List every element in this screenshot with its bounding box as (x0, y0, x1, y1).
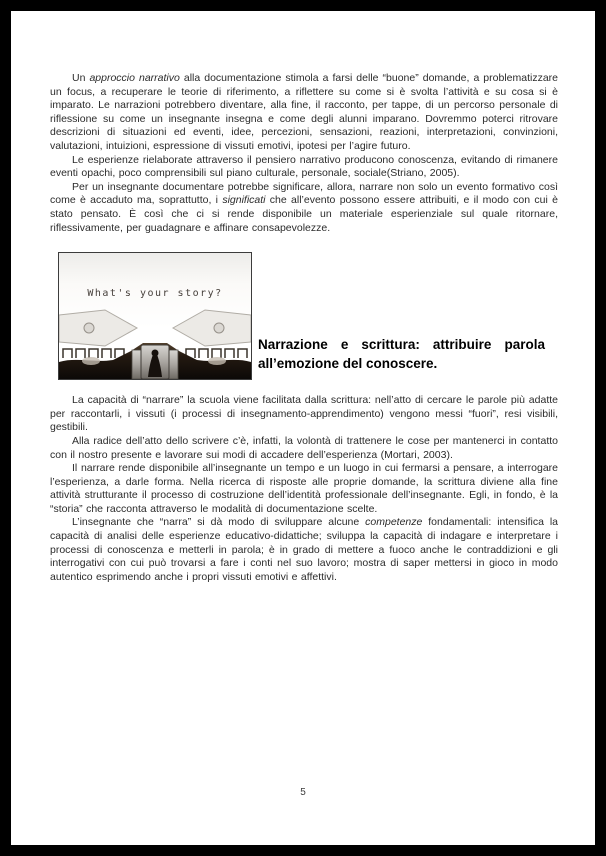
type-guide-post-left-icon (132, 350, 141, 379)
typewriter-photo (58, 252, 252, 380)
body-paragraph: Per un insegnante documentare potrebbe significare, allora, narrare non solo un evento formativo così come è accaduto ma, soprattutto, i significati che all’evento possono essere attribuiti, e il modo con cui è stato pensato. È così che ci si rende disponibile un materiale esperienziale sul quale ritornare, riflessivamente, per guadagnare e affinare consapevolezze. (50, 180, 558, 234)
type-guide-post-right-icon (169, 350, 178, 379)
typewriter-illustration (59, 253, 251, 379)
guide-screw-right-icon (214, 323, 224, 333)
page-content (50, 72, 558, 584)
body-paragraph: Un approccio narrativo alla documentazione stimola a farsi delle “buone” domande, a problematizzare un focus, a recuperare le teorie di riferimento, a riflettere su come si è svolta l’attività e su cosa si è imparato. Le narrazioni potrebbero diventare, alla fine, il racconto, per tappe, di un percorso personale di riflessione su come un insegnante insegna e come degli alunni imparano. Dovremmo poterci ritrovare descrizioni di situazioni ed eventi, idee, percezioni, sensazioni, reazioni, interpretazioni, convinzioni, valutazioni, intuizioni, espressione di vissuti emotivi, ipotesi per l’agire futuro. (50, 72, 559, 152)
section-heading: Narrazione e scrittura: attribuire parola all’emozione del conoscere. (258, 337, 545, 371)
carriage-knob-right-icon (208, 357, 226, 365)
guide-screw-left-icon (84, 323, 94, 333)
body-paragraph: Le esperienze rielaborate attraverso il pensiero narrativo producono conoscenza, evitando di rimanere eventi opachi, poco comprensibili sul piano culturale, personale, sociale(Striano, 2005). (50, 153, 558, 180)
body-paragraph: L’insegnante che “narra” si dà modo di sviluppare alcune competenze fondamentali: intensifica la capacità di analisi delle esperienze educativo-didattiche; sviluppa la capacità di indagare e interpretare i processi di conoscenza e metterli in parola; è in grado di mettere a fuoco anche le contraddizioni e gli interrogativi con cui può trovarsi a fare i conti nel suo lavoro; mostra di saper mettersi in gioco in modo autentico esprimendo anche i propri vissuti emotivi e affettivi. (50, 516, 558, 583)
document-page (11, 11, 595, 845)
body-paragraph: Il narrare rende disponibile all’insegnante un tempo e un luogo in cui fermarsi a pensare, a interrogare l’esperienza, a darle forma. Nella ricerca di risposte alle proprie domande, la scrittura diviene alla fine attività strutturante il processo di costruzione dell’identità professionale dell’insegnante. Egli, in fondo, è la “storia” che racconta attraverso le modalità di documentazione scelte. (50, 462, 558, 515)
body-paragraph: Alla radice dell’atto dello scrivere c’è, infatti, la volontà di trattenere le cose per mantenerci in contatto con il nostro presente e lavorare sui modi di accadere dell’esperienza (Mortari, 2003). (50, 434, 558, 461)
body-paragraph: La capacità di “narrare” la scuola viene facilitata dalla scrittura: nell’atto di cercare le parole più adatte per raccontarli, i vissuti (i processi di insegnamento-apprendimento) vengono messi “fuori”, resi visibili, gestibili. (50, 394, 558, 434)
typed-question-text: What's your story? (87, 288, 223, 300)
page-number: 5 (300, 787, 306, 798)
carriage-knob-left-icon (82, 357, 100, 365)
figure-heading-row (50, 252, 558, 380)
